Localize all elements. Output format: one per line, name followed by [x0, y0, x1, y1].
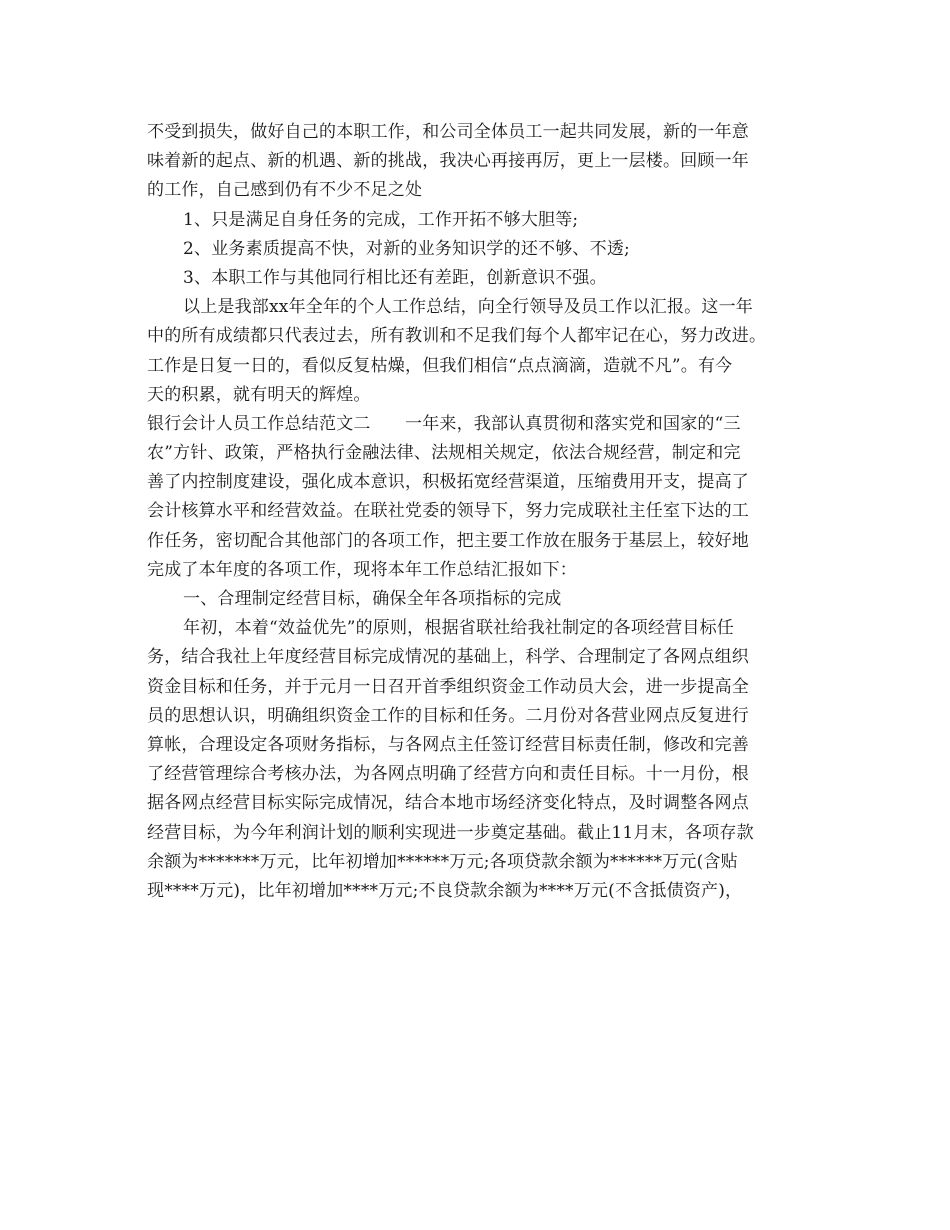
section-heading: 一、合理制定经营目标，确保全年各项指标的完成: [183, 589, 562, 609]
text-line: 会计核算水平和经营效益。在联社党委的领导下，努力完成联社主任室下达的工: [147, 501, 749, 522]
text-line: 经营目标，为今年利润计划的顺利实现进一步奠定基础。截止11月末，各项存款: [147, 822, 754, 843]
text-line: 善了内控制度建设，强化成本意识，积极拓宽经营渠道，压缩费用开支，提高了: [147, 472, 749, 493]
text-line: 作任务，密切配合其他部门的各项工作，把主要工作放在服务于基层上，较好地: [147, 530, 749, 551]
text-line: 算帐，合理设定各项财务指标，与各网点主任签订经营目标责任制，修改和完善: [147, 734, 749, 755]
list-item: 3、本职工作与其他同行相比还有差距，创新意识不强。: [183, 267, 607, 288]
text-line: 完成了本年度的各项工作，现将本年工作总结汇报如下：: [147, 559, 577, 580]
text-line: 现****万元)，比年初增加****万元;不良贷款余额为****万元(不含抵债资产)，: [147, 880, 743, 901]
text-line: 务，结合我社上年度经营目标完成情况的基础上，科学、合理制定了各网点组织: [147, 647, 749, 668]
text-line: 据各网点经营目标实际完成情况，结合本地市场经济变化特点，及时调整各网点: [147, 793, 749, 814]
text-line: 天的积累，就有明天的辉煌。: [147, 384, 371, 405]
text-line: 味着新的起点、新的机遇、新的挑战，我决心再接再厉，更上一层楼。回顾一年: [147, 151, 749, 172]
paragraph-start: 年初，本着“效益优先”的原则，根据省联社给我社制定的各项经营目标任: [183, 618, 734, 639]
text-line: 的工作，自己感到仍有不少不足之处: [147, 180, 423, 201]
section-title-line: 银行会计人员工作总结范文二 一年来，我部认真贯彻和落实党和国家的“三: [147, 413, 741, 434]
document-page: [147, 118, 807, 906]
text-line: 农”方针、政策，严格执行金融法律、法规相关规定，依法合规经营，制定和完: [147, 443, 741, 464]
list-item: 2、业务素质提高不快，对新的业务知识学的还不够、不透;: [183, 238, 630, 259]
text-line: 余额为*******万元，比年初增加******万元;各项贷款余额为******万元(含贴: [147, 851, 738, 872]
paragraph-start: 以上是我部xx年全年的个人工作总结，向全行领导及员工作以汇报。这一年: [183, 297, 753, 318]
text-line: 资金目标和任务，并于元月一日召开首季组织资金工作动员大会，进一步提高全: [147, 676, 749, 697]
list-item: 1、只是满足自身任务的完成，工作开拓不够大胆等;: [183, 209, 579, 230]
text-line: 员的思想认识，明确组织资金工作的目标和任务。二月份对各营业网点反复进行: [147, 705, 749, 726]
text-line: 不受到损失，做好自己的本职工作，和公司全体员工一起共同发展，新的一年意: [147, 122, 749, 142]
text-line: 了经营管理综合考核办法，为各网点明确了经营方向和责任目标。十一月份，根: [147, 764, 749, 785]
text-line: 工作是日复一日的，看似反复枯燥，但我们相信“点点滴滴，造就不凡”。有今: [147, 355, 733, 376]
text-line: 中的所有成绩都只代表过去，所有教训和不足我们每个人都牢记在心，努力改进。: [147, 326, 767, 347]
